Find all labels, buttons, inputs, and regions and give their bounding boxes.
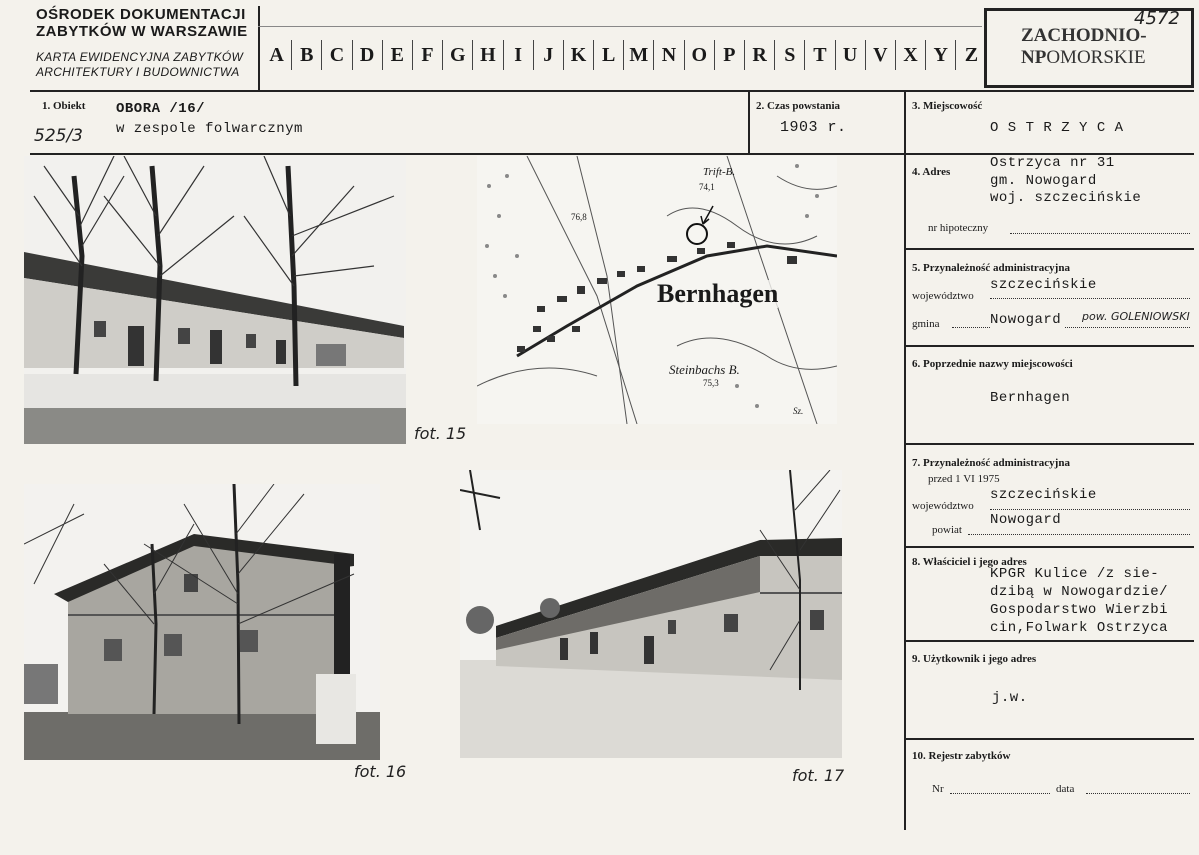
institution-block [36, 6, 258, 80]
field-przynaleznosc-label: 5. Przynależność administracyjna [912, 262, 1070, 274]
region-name: OMORSKIE [1046, 47, 1146, 68]
gmina-dots [952, 327, 1190, 328]
data-dots [1086, 793, 1190, 794]
field-nr-label: Nr [932, 783, 944, 795]
field-przed-woj-label: województwo [912, 500, 974, 512]
alphabet-index [262, 40, 987, 70]
field-uzytkownik-label: 9. Użytkownik i jego adres [912, 653, 1037, 665]
alphabet-letter-j: J [534, 40, 564, 70]
map-hill-steinbachs-height: 75,3 [703, 378, 719, 388]
alphabet-letter-x: X [896, 40, 926, 70]
field-adres-line1: Ostrzyca nr 31 [990, 155, 1115, 171]
field-gmina-handwritten: pow. GOLENIOWSKI [1082, 310, 1190, 323]
alphabet-letter-e: E [383, 40, 413, 70]
field-obiekt-label: 1. Obiekt [42, 100, 86, 112]
alphabet-letter-t: T [805, 40, 835, 70]
field-czas-label: 2. Czas powstania [756, 100, 841, 112]
caption-fot15: fot. 15 [414, 424, 467, 443]
field-wlasciciel-line4: cin,Folwark Ostrzyca [990, 620, 1169, 636]
alphabet-letter-u: U [836, 40, 866, 70]
alphabet-letter-m: M [624, 40, 654, 70]
map-hill-trift-height: 74,1 [699, 182, 715, 192]
alphabet-letter-z: Z [964, 44, 979, 66]
field-gmina-value: Nowogard [990, 312, 1065, 328]
powiat-dots [968, 534, 1190, 535]
field-powiat-label: powiat [932, 524, 962, 536]
wojewodztwo-dots [990, 298, 1190, 299]
alphabet-letter-f: F [413, 40, 443, 70]
rule-6 [906, 345, 1194, 347]
photo-17 [460, 470, 842, 758]
header-bottom-rule [30, 90, 1194, 92]
region-line2 [1021, 47, 1181, 69]
alphabet-letter-s: S [775, 40, 805, 70]
map-hill-trift: Trift-B. [703, 166, 736, 178]
region-prefix: NP [1021, 47, 1047, 68]
col-divider-right [904, 90, 906, 830]
rule-5 [906, 248, 1194, 250]
field-adres-line2: gm. Nowogard [990, 173, 1097, 189]
field-przed-label-line1: 7. Przynależność administracyjna [912, 457, 1070, 469]
alphabet-letter-i: I [504, 40, 534, 70]
rule-8 [906, 546, 1194, 548]
institution-line1: OŚRODEK DOKUMENTACJI [36, 6, 246, 23]
field-data-label: data [1056, 783, 1075, 795]
map-excerpt [477, 156, 837, 424]
field-miejscowosc-label: 3. Miejscowość [912, 100, 983, 112]
rule-7 [906, 443, 1194, 445]
alphabet-letter-o: O [685, 40, 715, 70]
region-line1: ZACHODNIO- [1021, 25, 1147, 46]
alphabet-letter-b: B [292, 40, 322, 70]
institution-line2: ZABYTKÓW W WARSZAWIE [36, 23, 248, 40]
photo-16 [24, 484, 380, 760]
map-hill-steinbachs: Steinbachs B. [669, 362, 740, 377]
alphabet-top-rule [258, 26, 982, 27]
caption-fot16: fot. 16 [354, 762, 407, 781]
alphabet-letter-d: D [353, 40, 383, 70]
alphabet-letter-v: V [866, 40, 896, 70]
przed-woj-dots [990, 509, 1190, 510]
field-powiat-value: Nowogard [990, 512, 1062, 528]
field-czas-value: 1903 r. [780, 119, 847, 136]
field-wojewodztwo-value: szczecińskie [990, 277, 1097, 293]
alphabet-letter-k: K [564, 40, 594, 70]
alphabet-letter-r: R [745, 40, 775, 70]
alphabet-letter-l: L [594, 40, 624, 70]
card-number: 4572 [1134, 8, 1180, 29]
field-poprzednie-label: 6. Poprzednie nazwy miejscowości [912, 358, 1073, 370]
alphabet-letter-c: C [322, 40, 352, 70]
field-przed-woj-value: szczecińskie [990, 487, 1097, 503]
field-rejestr-label: 10. Rejestr zabytków [912, 750, 1011, 762]
field-przed-label-line2: przed 1 VI 1975 [928, 473, 1000, 485]
card-type-line1: KARTA EWIDENCYJNA ZABYTKÓW [36, 50, 244, 64]
hipoteczny-dots [1010, 233, 1190, 234]
map-town-label: Bernhagen [657, 279, 779, 308]
alphabet-letter-g: G [443, 40, 473, 70]
alphabet-letter-y: Y [926, 40, 956, 70]
reference-number: 525/3 [34, 126, 83, 146]
alphabet-letter-p: P [715, 40, 745, 70]
col-divider-czas [748, 90, 750, 154]
field-uzytkownik-value: j.w. [992, 690, 1028, 706]
rule-9 [906, 640, 1194, 642]
card-type-line2: ARCHITEKTURY I BUDOWNICTWA [36, 65, 240, 79]
field-wlasciciel-line1: KPGR Kulice /z sie- [990, 566, 1160, 582]
field-gmina-label: gmina [912, 318, 940, 330]
alphabet-letter-h: H [473, 40, 503, 70]
rule-10 [906, 738, 1194, 740]
field-wlasciciel-line2: dzibą w Nowogardzie/ [990, 584, 1169, 600]
field-adres-label: 4. Adres [912, 166, 951, 178]
nr-dots [950, 793, 1050, 794]
field-wlasciciel-line3: Gospodarstwo Wierzbi [990, 602, 1169, 618]
alphabet-letter-a: A [262, 40, 292, 70]
field-adres-line3: woj. szczecińskie [990, 190, 1142, 206]
field-miejscowosc-value: O S T R Z Y C A [990, 120, 1124, 136]
field-obiekt-line2: w zespole folwarcznym [116, 121, 303, 137]
caption-fot17: fot. 17 [792, 766, 845, 785]
field-wojewodztwo-label: województwo [912, 290, 974, 302]
alphabet-letter-n: N [654, 40, 684, 70]
field-poprzednie-value: Bernhagen [990, 390, 1071, 406]
field-wlasciciel-label: 8. Właściciel i jego adres [912, 556, 1027, 568]
photo-15 [24, 156, 406, 444]
map-sz-label: Sz. [793, 406, 804, 416]
field-obiekt-line1: OBORA /16/ [116, 101, 206, 117]
field-hipoteczny-label: nr hipoteczny [928, 222, 989, 234]
header-divider [258, 6, 260, 90]
map-hill2-height: 76,8 [571, 212, 587, 222]
